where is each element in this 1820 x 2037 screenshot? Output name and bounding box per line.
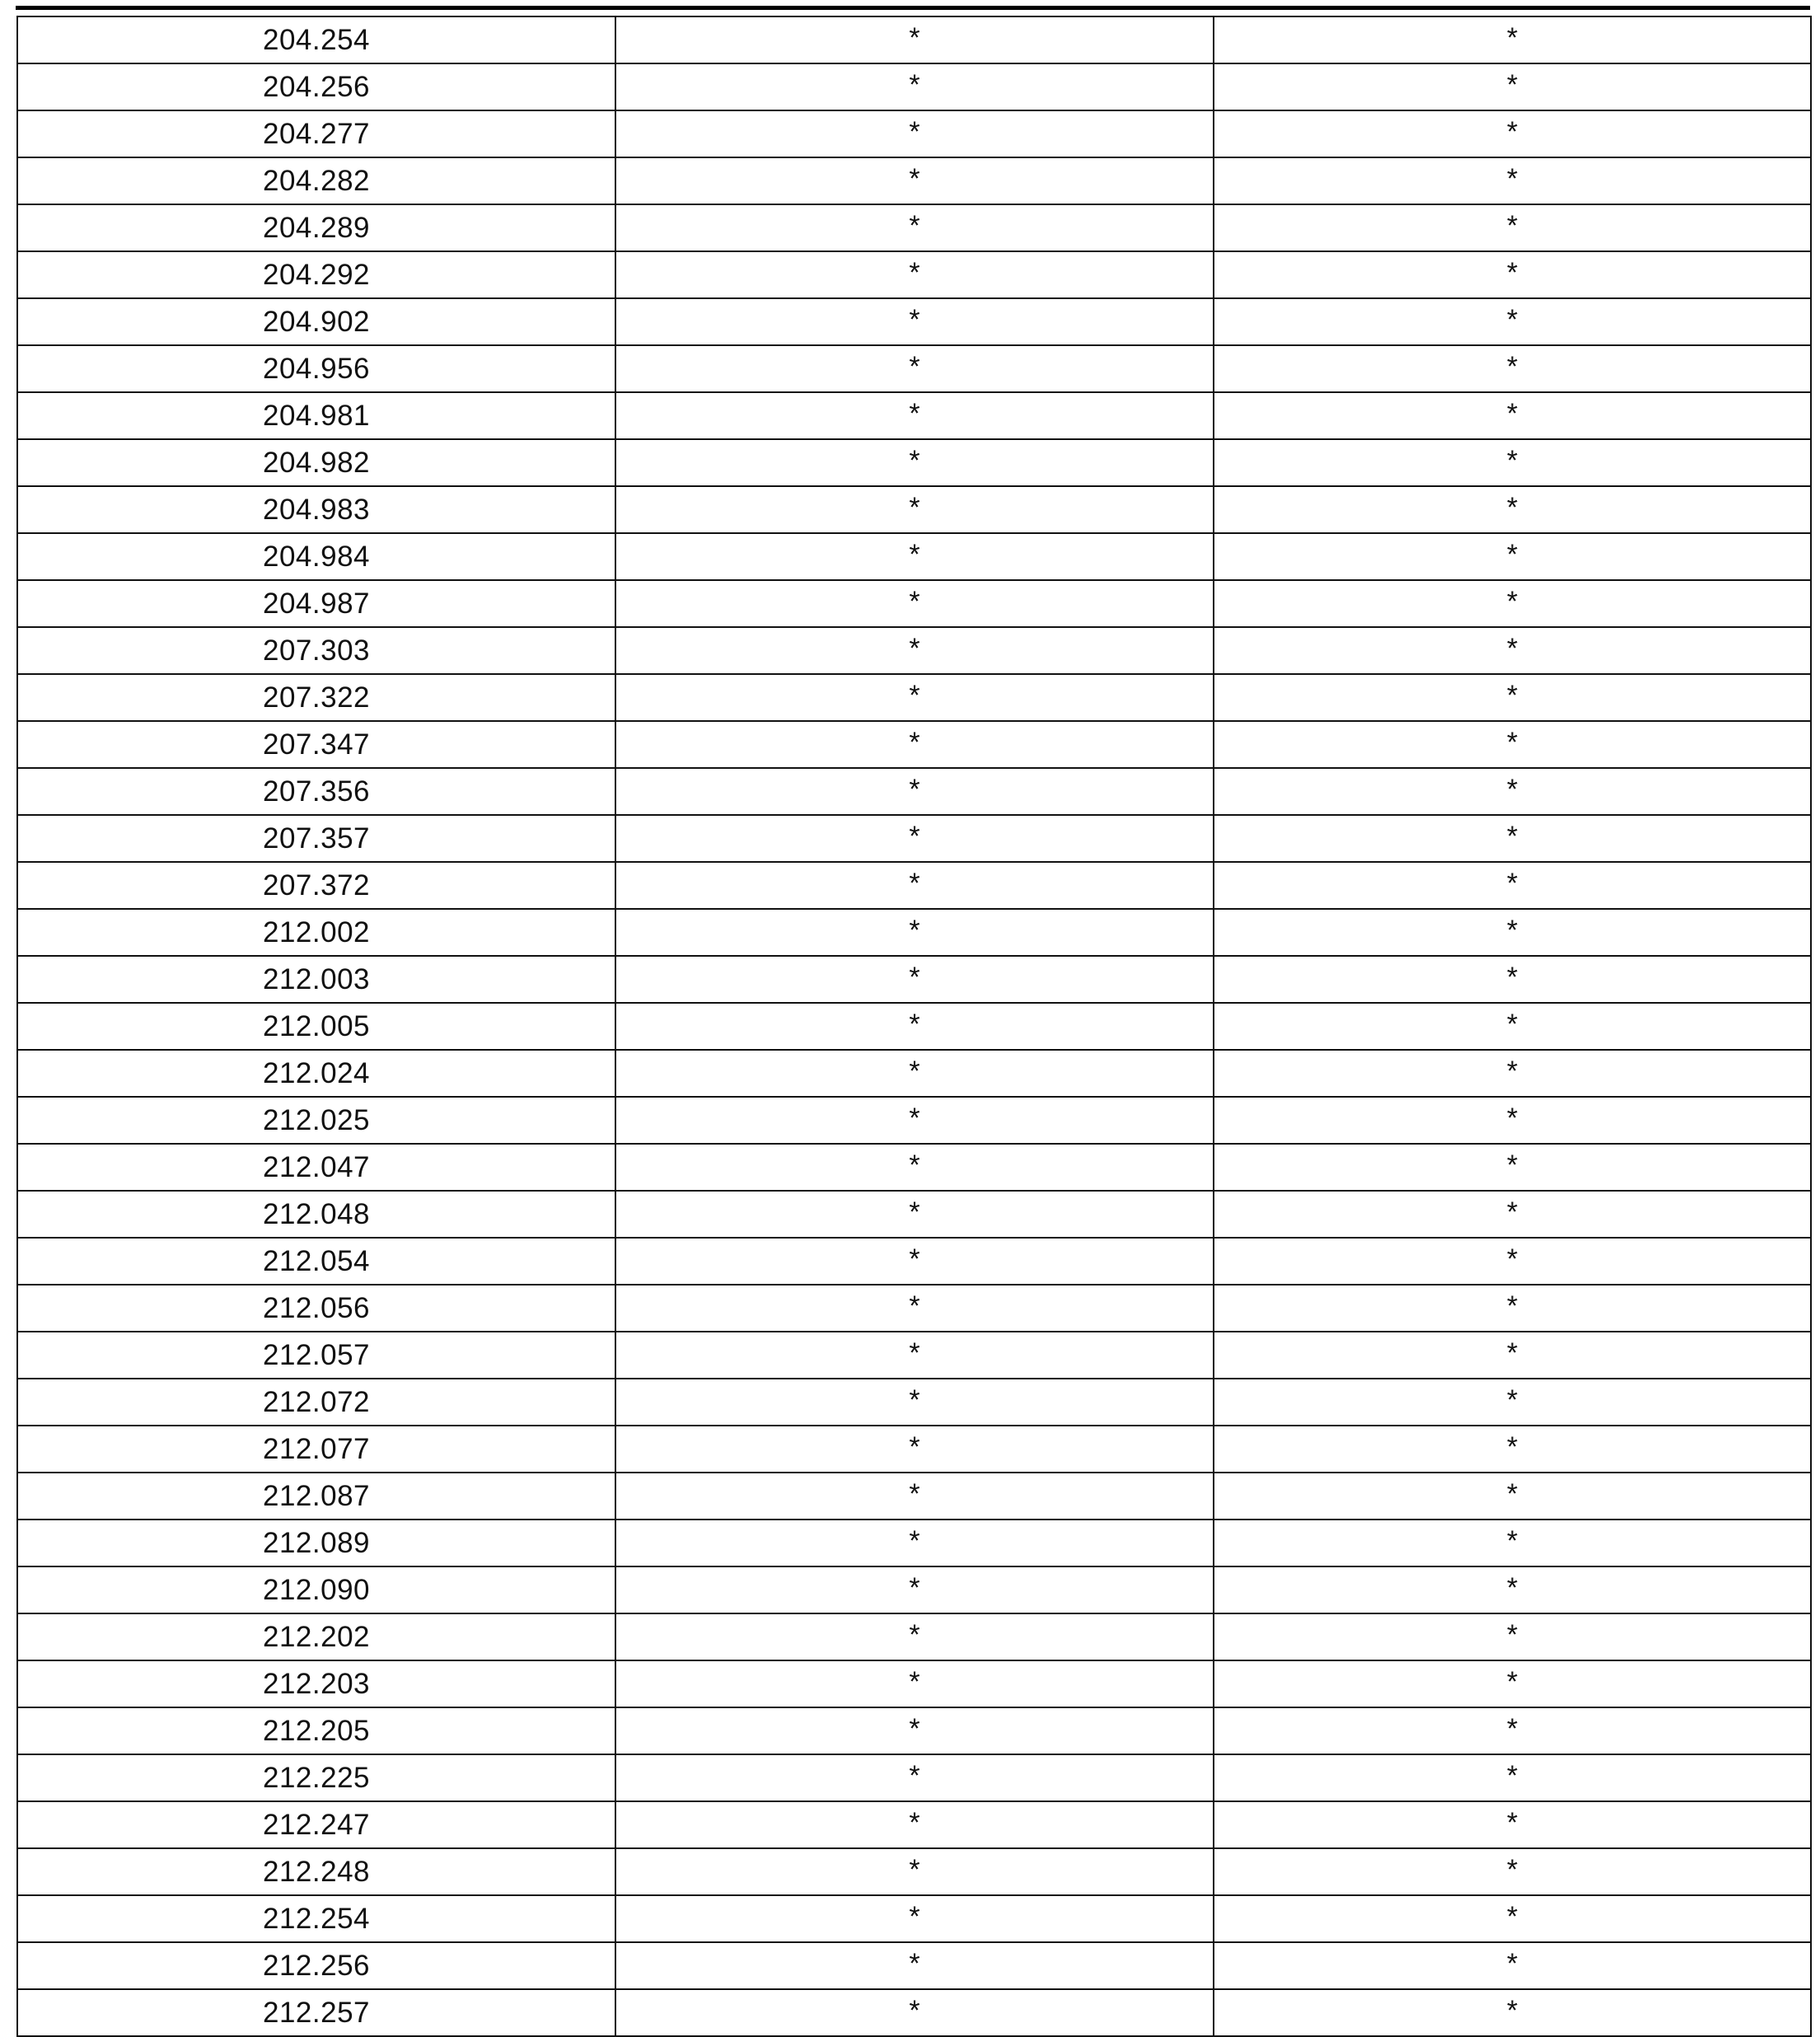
code-cell: 212.257 xyxy=(17,1989,615,2036)
table-row xyxy=(17,1660,1811,1707)
asterisk-cell-col3: * xyxy=(1214,1332,1811,1379)
asterisk-cell-col2: * xyxy=(615,345,1214,392)
table-row xyxy=(17,1989,1811,2036)
table-row xyxy=(17,298,1811,345)
asterisk-cell-col3: * xyxy=(1214,721,1811,768)
code-cell: 212.056 xyxy=(17,1285,615,1332)
asterisk-cell-col2: * xyxy=(615,157,1214,204)
asterisk-cell-col2: * xyxy=(615,1191,1214,1238)
table-row xyxy=(17,1191,1811,1238)
table-row xyxy=(17,909,1811,956)
asterisk-cell-col2: * xyxy=(615,1520,1214,1566)
asterisk-cell-col2: * xyxy=(615,392,1214,439)
asterisk-cell-col3: * xyxy=(1214,345,1811,392)
asterisk-cell-col3: * xyxy=(1214,1238,1811,1285)
asterisk-cell-col3: * xyxy=(1214,1801,1811,1848)
asterisk-cell-col2: * xyxy=(615,674,1214,721)
asterisk-cell-col3: * xyxy=(1214,110,1811,157)
asterisk-cell-col3: * xyxy=(1214,439,1811,486)
asterisk-cell-col2: * xyxy=(615,862,1214,909)
asterisk-cell-col3: * xyxy=(1214,533,1811,580)
code-cell: 212.025 xyxy=(17,1097,615,1144)
table-row xyxy=(17,627,1811,674)
table-row xyxy=(17,1895,1811,1942)
table-row xyxy=(17,1426,1811,1473)
code-cell: 204.282 xyxy=(17,157,615,204)
asterisk-cell-col2: * xyxy=(615,721,1214,768)
code-cell: 204.289 xyxy=(17,204,615,251)
asterisk-cell-col3: * xyxy=(1214,1003,1811,1050)
code-table xyxy=(16,16,1812,2037)
asterisk-cell-col3: * xyxy=(1214,1520,1811,1566)
code-cell: 212.024 xyxy=(17,1050,615,1097)
asterisk-cell-col2: * xyxy=(615,1473,1214,1520)
table-row xyxy=(17,1707,1811,1754)
table-row xyxy=(17,1097,1811,1144)
table-row xyxy=(17,956,1811,1003)
code-cell: 212.202 xyxy=(17,1613,615,1660)
code-cell: 212.002 xyxy=(17,909,615,956)
asterisk-cell-col2: * xyxy=(615,486,1214,533)
asterisk-cell-col2: * xyxy=(615,956,1214,1003)
code-cell: 204.982 xyxy=(17,439,615,486)
asterisk-cell-col2: * xyxy=(615,110,1214,157)
code-cell: 212.003 xyxy=(17,956,615,1003)
code-cell: 212.057 xyxy=(17,1332,615,1379)
code-cell: 204.256 xyxy=(17,63,615,110)
asterisk-cell-col3: * xyxy=(1214,1144,1811,1191)
table-row xyxy=(17,674,1811,721)
asterisk-cell-col2: * xyxy=(615,627,1214,674)
asterisk-cell-col3: * xyxy=(1214,1285,1811,1332)
table-row xyxy=(17,768,1811,815)
asterisk-cell-col2: * xyxy=(615,1707,1214,1754)
asterisk-cell-col2: * xyxy=(615,815,1214,862)
asterisk-cell-col2: * xyxy=(615,63,1214,110)
table-row xyxy=(17,1566,1811,1613)
asterisk-cell-col2: * xyxy=(615,439,1214,486)
code-cell: 212.089 xyxy=(17,1520,615,1566)
asterisk-cell-col3: * xyxy=(1214,251,1811,298)
asterisk-cell-col2: * xyxy=(615,204,1214,251)
table-row xyxy=(17,439,1811,486)
asterisk-cell-col3: * xyxy=(1214,862,1811,909)
asterisk-cell-col3: * xyxy=(1214,1050,1811,1097)
code-cell: 212.047 xyxy=(17,1144,615,1191)
code-cell: 204.987 xyxy=(17,580,615,627)
table-row xyxy=(17,1848,1811,1895)
asterisk-cell-col3: * xyxy=(1214,815,1811,862)
code-cell: 207.347 xyxy=(17,721,615,768)
asterisk-cell-col2: * xyxy=(615,1801,1214,1848)
asterisk-cell-col2: * xyxy=(615,1426,1214,1473)
table-row xyxy=(17,721,1811,768)
table-row xyxy=(17,345,1811,392)
asterisk-cell-col2: * xyxy=(615,1754,1214,1801)
asterisk-cell-col2: * xyxy=(615,909,1214,956)
asterisk-cell-col3: * xyxy=(1214,1754,1811,1801)
table-row xyxy=(17,1238,1811,1285)
asterisk-cell-col3: * xyxy=(1214,1473,1811,1520)
asterisk-cell-col3: * xyxy=(1214,392,1811,439)
table-row xyxy=(17,157,1811,204)
code-cell: 212.248 xyxy=(17,1848,615,1895)
asterisk-cell-col2: * xyxy=(615,251,1214,298)
asterisk-cell-col2: * xyxy=(615,1003,1214,1050)
code-cell: 204.254 xyxy=(17,16,615,63)
asterisk-cell-col3: * xyxy=(1214,63,1811,110)
code-table-body xyxy=(17,16,1811,2036)
asterisk-cell-col2: * xyxy=(615,1613,1214,1660)
asterisk-cell-col3: * xyxy=(1214,1895,1811,1942)
code-cell: 207.357 xyxy=(17,815,615,862)
table-row xyxy=(17,486,1811,533)
asterisk-cell-col3: * xyxy=(1214,768,1811,815)
table-row xyxy=(17,1285,1811,1332)
asterisk-cell-col2: * xyxy=(615,298,1214,345)
asterisk-cell-col2: * xyxy=(615,768,1214,815)
code-cell: 212.256 xyxy=(17,1942,615,1989)
asterisk-cell-col2: * xyxy=(615,1848,1214,1895)
table-row xyxy=(17,1942,1811,1989)
asterisk-cell-col2: * xyxy=(615,580,1214,627)
code-cell: 204.981 xyxy=(17,392,615,439)
table-row xyxy=(17,1144,1811,1191)
asterisk-cell-col2: * xyxy=(615,1144,1214,1191)
asterisk-cell-col3: * xyxy=(1214,580,1811,627)
table-row xyxy=(17,251,1811,298)
table-row xyxy=(17,1473,1811,1520)
asterisk-cell-col3: * xyxy=(1214,1660,1811,1707)
table-row xyxy=(17,1050,1811,1097)
code-cell: 212.254 xyxy=(17,1895,615,1942)
table-row xyxy=(17,63,1811,110)
asterisk-cell-col3: * xyxy=(1214,909,1811,956)
table-row xyxy=(17,1801,1811,1848)
code-cell: 212.247 xyxy=(17,1801,615,1848)
code-cell: 204.902 xyxy=(17,298,615,345)
asterisk-cell-col3: * xyxy=(1214,1426,1811,1473)
code-cell: 212.087 xyxy=(17,1473,615,1520)
table-row xyxy=(17,1613,1811,1660)
asterisk-cell-col3: * xyxy=(1214,627,1811,674)
table-row xyxy=(17,16,1811,63)
table-row xyxy=(17,533,1811,580)
code-cell: 207.356 xyxy=(17,768,615,815)
asterisk-cell-col3: * xyxy=(1214,1613,1811,1660)
asterisk-cell-col3: * xyxy=(1214,1566,1811,1613)
asterisk-cell-col3: * xyxy=(1214,956,1811,1003)
asterisk-cell-col2: * xyxy=(615,1097,1214,1144)
asterisk-cell-col2: * xyxy=(615,533,1214,580)
table-row xyxy=(17,204,1811,251)
asterisk-cell-col2: * xyxy=(615,1285,1214,1332)
code-cell: 212.203 xyxy=(17,1660,615,1707)
code-cell: 204.292 xyxy=(17,251,615,298)
table-row xyxy=(17,110,1811,157)
table-row xyxy=(17,1754,1811,1801)
asterisk-cell-col3: * xyxy=(1214,1379,1811,1426)
code-cell: 212.205 xyxy=(17,1707,615,1754)
code-cell: 204.984 xyxy=(17,533,615,580)
asterisk-cell-col3: * xyxy=(1214,298,1811,345)
asterisk-cell-col3: * xyxy=(1214,1989,1811,2036)
table-row xyxy=(17,1003,1811,1050)
code-cell: 204.277 xyxy=(17,110,615,157)
asterisk-cell-col2: * xyxy=(615,1942,1214,1989)
asterisk-cell-col2: * xyxy=(615,16,1214,63)
code-cell: 212.005 xyxy=(17,1003,615,1050)
code-cell: 207.322 xyxy=(17,674,615,721)
table-row xyxy=(17,1332,1811,1379)
asterisk-cell-col3: * xyxy=(1214,16,1811,63)
code-cell: 212.048 xyxy=(17,1191,615,1238)
top-rule xyxy=(16,6,1810,10)
asterisk-cell-col3: * xyxy=(1214,1707,1811,1754)
asterisk-cell-col2: * xyxy=(615,1050,1214,1097)
code-cell: 207.372 xyxy=(17,862,615,909)
asterisk-cell-col2: * xyxy=(615,1989,1214,2036)
table-row xyxy=(17,862,1811,909)
asterisk-cell-col2: * xyxy=(615,1379,1214,1426)
asterisk-cell-col3: * xyxy=(1214,1097,1811,1144)
code-cell: 212.054 xyxy=(17,1238,615,1285)
asterisk-cell-col3: * xyxy=(1214,204,1811,251)
table-row xyxy=(17,580,1811,627)
asterisk-cell-col3: * xyxy=(1214,1191,1811,1238)
code-cell: 212.225 xyxy=(17,1754,615,1801)
asterisk-cell-col2: * xyxy=(615,1660,1214,1707)
code-cell: 207.303 xyxy=(17,627,615,674)
asterisk-cell-col2: * xyxy=(615,1566,1214,1613)
code-cell: 212.072 xyxy=(17,1379,615,1426)
asterisk-cell-col3: * xyxy=(1214,157,1811,204)
asterisk-cell-col3: * xyxy=(1214,1848,1811,1895)
table-row xyxy=(17,1520,1811,1566)
table-row xyxy=(17,815,1811,862)
code-cell: 212.090 xyxy=(17,1566,615,1613)
code-cell: 204.956 xyxy=(17,345,615,392)
asterisk-cell-col2: * xyxy=(615,1238,1214,1285)
asterisk-cell-col3: * xyxy=(1214,486,1811,533)
code-cell: 204.983 xyxy=(17,486,615,533)
code-cell: 212.077 xyxy=(17,1426,615,1473)
table-row xyxy=(17,1379,1811,1426)
asterisk-cell-col3: * xyxy=(1214,674,1811,721)
table-row xyxy=(17,392,1811,439)
asterisk-cell-col3: * xyxy=(1214,1942,1811,1989)
asterisk-cell-col2: * xyxy=(615,1895,1214,1942)
asterisk-cell-col2: * xyxy=(615,1332,1214,1379)
